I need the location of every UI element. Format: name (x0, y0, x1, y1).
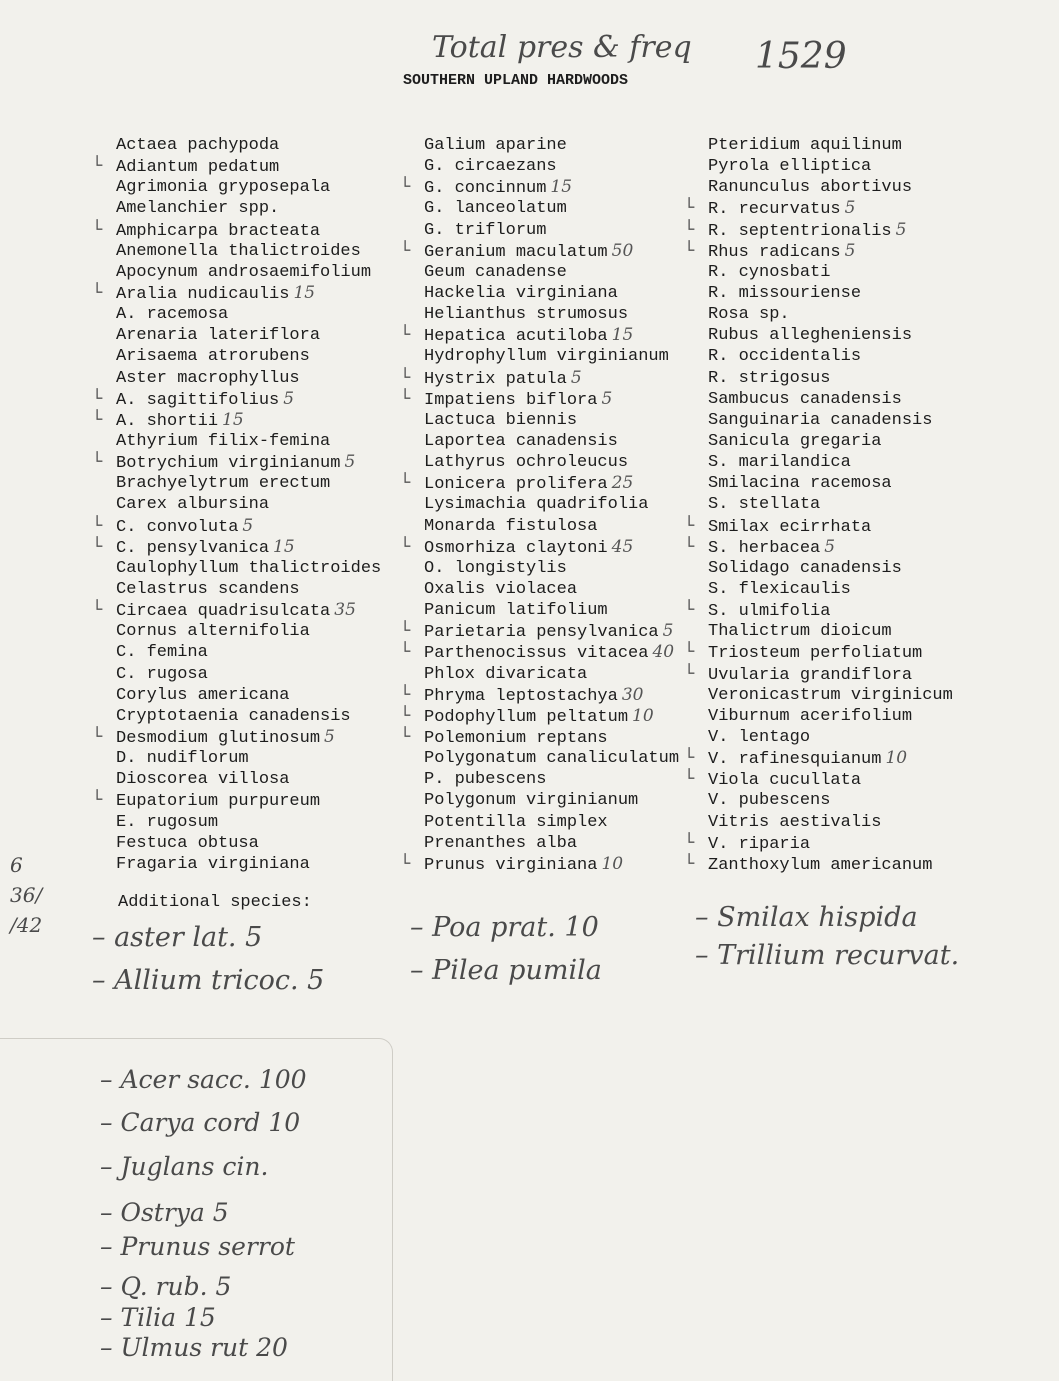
species-row (400, 135, 679, 156)
frequency-note: 5 (844, 198, 856, 219)
species-row (400, 706, 679, 727)
frequency-note: 50 (611, 240, 634, 261)
species-name: Zanthoxylum americanum (708, 855, 933, 875)
check-mark-icon: └ (92, 409, 103, 430)
tree-list-entry: – Ulmus rut 20 (100, 1333, 288, 1362)
frequency-note: 10 (601, 853, 624, 874)
species-row (92, 346, 381, 367)
species-row (684, 558, 953, 579)
species-name: G. triflorum (424, 220, 547, 240)
species-row (92, 600, 381, 621)
species-row (400, 833, 679, 854)
check-mark-icon: └ (400, 705, 411, 726)
species-row (400, 389, 679, 410)
species-name: Sanicula gregaria (708, 431, 882, 451)
species-name: A. shortii (116, 411, 219, 431)
species-row (684, 198, 953, 219)
species-name: Sanguinaria canadensis (708, 410, 933, 430)
additional-species-entry: – Trillium recurvat. (695, 940, 960, 971)
check-mark-icon: └ (92, 536, 103, 557)
species-name: Agrimonia gryposepala (116, 178, 331, 198)
species-row (400, 621, 679, 642)
frequency-note: 15 (611, 325, 634, 346)
species-row (400, 177, 679, 198)
species-row (400, 748, 679, 769)
species-name: Geum canadense (424, 262, 567, 282)
species-name: Adiantum pedatum (116, 158, 280, 178)
species-row (92, 198, 381, 219)
species-name: Celastrus scandens (116, 579, 300, 599)
species-name: S. stellata (708, 495, 821, 515)
check-mark-icon: └ (92, 600, 103, 621)
species-name: Sambucus canadensis (708, 389, 902, 409)
species-row (684, 135, 953, 156)
species-name: Ranunculus abortivus (708, 178, 913, 198)
frequency-note: 5 (824, 536, 836, 557)
species-row (400, 473, 679, 494)
species-row (92, 177, 381, 198)
check-mark-icon: └ (400, 621, 411, 642)
species-row (684, 304, 953, 325)
species-row (92, 516, 381, 537)
species-row (400, 854, 679, 875)
species-name: Amphicarpa bracteata (116, 221, 321, 241)
species-name: Monarda fistulosa (424, 516, 598, 536)
check-mark-icon: └ (684, 515, 695, 536)
species-name: Lonicera prolifera (424, 475, 608, 495)
check-mark-icon: └ (92, 156, 103, 177)
frequency-note: 5 (844, 240, 856, 261)
species-row (92, 325, 381, 346)
species-row (400, 494, 679, 515)
species-row (92, 389, 381, 410)
species-name: R. strigosus (708, 368, 831, 388)
species-row (684, 727, 953, 748)
additional-species-entry: – Allium tricoc. 5 (92, 965, 325, 996)
species-name: Lathyrus ochroleucus (424, 453, 629, 473)
species-name: Parthenocissus vitacea (424, 644, 649, 664)
species-name: R. missouriense (708, 283, 862, 303)
species-name: R. cynosbati (708, 262, 831, 282)
check-mark-icon: └ (684, 853, 695, 874)
frequency-note: 15 (550, 177, 573, 198)
species-row (92, 812, 381, 833)
species-row (684, 494, 953, 515)
species-row (92, 854, 381, 875)
additional-species-label: Additional species: (118, 893, 312, 912)
species-name: Caulophyllum thalictroides (116, 558, 382, 578)
check-mark-icon: └ (400, 642, 411, 663)
species-name: R. occidentalis (708, 347, 862, 367)
species-row (684, 346, 953, 367)
species-name: Circaea quadrisulcata (116, 602, 331, 622)
check-mark-icon: └ (92, 726, 103, 747)
species-name: Apocynum androsaemifolium (116, 262, 372, 282)
species-row (684, 642, 953, 663)
species-name: Hackelia virginiana (424, 283, 618, 303)
handwritten-heading: Total pres & freq (432, 30, 692, 65)
species-row (92, 473, 381, 494)
species-name: A. racemosa (116, 305, 229, 325)
species-name: Smilacina racemosa (708, 474, 892, 494)
species-row (400, 241, 679, 262)
species-row (684, 241, 953, 262)
species-row (92, 135, 381, 156)
species-row (92, 706, 381, 727)
check-mark-icon: └ (400, 536, 411, 557)
species-name: Amelanchier spp. (116, 199, 280, 219)
check-mark-icon: └ (684, 748, 695, 769)
species-column-3 (684, 135, 953, 875)
species-row (684, 452, 953, 473)
check-mark-icon: └ (400, 684, 411, 705)
species-name: Panicum latifolium (424, 601, 608, 621)
species-row (92, 537, 381, 558)
species-row (684, 600, 953, 621)
species-row (92, 727, 381, 748)
species-row (400, 325, 679, 346)
species-name: Polygonum virginianum (424, 791, 639, 811)
species-name: A. sagittifolius (116, 390, 280, 410)
species-row (92, 241, 381, 262)
species-name: C. pensylvanica (116, 538, 270, 558)
additional-species-entry: – Smilax hispida (695, 902, 918, 933)
species-name: R. septentrionalis (708, 221, 892, 241)
check-mark-icon: └ (684, 600, 695, 621)
species-row (684, 833, 953, 854)
species-row (684, 325, 953, 346)
species-row (92, 452, 381, 473)
species-row (92, 558, 381, 579)
frequency-note: 15 (293, 282, 316, 303)
species-row (400, 579, 679, 600)
species-name: Impatiens biflora (424, 390, 598, 410)
species-name: Veronicastrum virginicum (708, 685, 953, 705)
species-row (400, 304, 679, 325)
species-row (684, 769, 953, 790)
species-row (684, 516, 953, 537)
species-row (684, 685, 953, 706)
species-name: Polemonium reptans (424, 728, 608, 748)
species-name: C. convoluta (116, 517, 239, 537)
frequency-note: 5 (283, 388, 295, 409)
species-name: Carex albursina (116, 495, 270, 515)
species-row (92, 790, 381, 811)
check-mark-icon: └ (92, 452, 103, 473)
species-name: Actaea pachypoda (116, 136, 280, 155)
species-name: V. pubescens (708, 791, 831, 811)
species-name: Aster macrophyllus (116, 368, 300, 388)
check-mark-icon: └ (400, 853, 411, 874)
species-row (92, 769, 381, 790)
species-name: Rubus allegheniensis (708, 326, 913, 346)
species-row (400, 558, 679, 579)
tree-list-entry: – Prunus serrot (100, 1232, 295, 1261)
species-row (684, 283, 953, 304)
species-name: Fragaria virginiana (116, 854, 310, 874)
species-name: Smilax ecirrhata (708, 517, 872, 537)
tree-list-entry: – Carya cord 10 (100, 1108, 301, 1137)
species-name: G. concinnum (424, 179, 547, 199)
species-row (400, 283, 679, 304)
species-name: Pyrola elliptica (708, 157, 872, 177)
frequency-note: 35 (334, 600, 356, 621)
species-row (684, 664, 953, 685)
frequency-note: 5 (570, 367, 582, 388)
species-row (684, 790, 953, 811)
check-mark-icon: └ (400, 367, 411, 388)
check-mark-icon: └ (684, 536, 695, 557)
species-name: Thalictrum dioicum (708, 622, 892, 642)
species-name: D. nudiflorum (116, 749, 249, 769)
species-name: Uvularia grandiflora (708, 665, 913, 685)
species-column-1 (92, 135, 381, 875)
species-row (400, 346, 679, 367)
check-mark-icon: └ (684, 642, 695, 663)
check-mark-icon: └ (684, 219, 695, 240)
check-mark-icon: └ (92, 219, 103, 240)
species-name: Prunus virginiana (424, 855, 598, 875)
species-row (684, 537, 953, 558)
check-mark-icon: └ (684, 769, 695, 790)
species-row (684, 368, 953, 389)
species-name: Solidago canadensis (708, 558, 902, 578)
frequency-note: 10 (632, 705, 654, 726)
species-row (684, 220, 953, 241)
species-row (400, 516, 679, 537)
species-name: G. circaezans (424, 157, 557, 177)
species-row (684, 854, 953, 875)
species-name: G. lanceolatum (424, 199, 567, 219)
species-name: C. rugosa (116, 664, 208, 684)
species-row (684, 177, 953, 198)
species-name: S. herbacea (708, 538, 821, 558)
species-name: R. recurvatus (708, 200, 841, 220)
species-row (400, 220, 679, 241)
species-row (92, 621, 381, 642)
species-name: Hydrophyllum virginianum (424, 347, 669, 367)
species-row (92, 156, 381, 177)
species-row (92, 748, 381, 769)
species-name: Athyrium filix-femina (116, 431, 331, 451)
species-row (92, 304, 381, 325)
frequency-note: 40 (652, 642, 675, 663)
tree-list-entry: – Tilia 15 (100, 1303, 216, 1332)
species-row (400, 198, 679, 219)
frequency-note: 5 (662, 621, 674, 642)
species-name: Lysimachia quadrifolia (424, 495, 649, 515)
frequency-note: 25 (611, 473, 634, 494)
species-row (400, 368, 679, 389)
species-name: Podophyllum peltatum (424, 707, 629, 727)
species-name: P. pubescens (424, 770, 547, 790)
species-name: Arenaria lateriflora (116, 326, 321, 346)
species-name: Rhus radicans (708, 242, 841, 262)
species-name: C. femina (116, 643, 208, 663)
check-mark-icon: └ (400, 325, 411, 346)
species-row (400, 727, 679, 748)
species-row (400, 452, 679, 473)
check-mark-icon: └ (684, 198, 695, 219)
species-name: Helianthus strumosus (424, 305, 629, 325)
frequency-note: 5 (895, 219, 907, 240)
species-name: Desmodium glutinosum (116, 728, 321, 748)
species-name: Arisaema atrorubens (116, 347, 310, 367)
species-row (92, 283, 381, 304)
species-row (400, 769, 679, 790)
species-name: Laportea canadensis (424, 431, 618, 451)
species-name: Oxalis violacea (424, 579, 578, 599)
species-row (400, 685, 679, 706)
frequency-note: 5 (324, 726, 335, 747)
species-row (684, 473, 953, 494)
species-name: Eupatorium purpureum (116, 792, 321, 812)
species-row (400, 262, 679, 283)
species-name: V. rafinesquianum (708, 750, 882, 770)
check-mark-icon: └ (92, 515, 103, 536)
species-row (92, 368, 381, 389)
species-name: Aralia nudicaulis (116, 284, 290, 304)
tree-list-entry: – Acer sacc. 100 (100, 1065, 307, 1094)
tree-list-entry: – Q. rub. 5 (100, 1272, 232, 1301)
species-name: Phryma leptostachya (424, 686, 618, 706)
check-mark-icon: └ (400, 473, 411, 494)
species-name: Geranium maculatum (424, 242, 608, 262)
check-mark-icon: └ (92, 388, 103, 409)
species-row (400, 537, 679, 558)
species-name: O. longistylis (424, 558, 567, 578)
species-name: Rosa sp. (708, 305, 790, 325)
species-row (400, 431, 679, 452)
species-name: Phlox divaricata (424, 664, 588, 684)
species-name: Hystrix patula (424, 369, 567, 389)
species-row (400, 410, 679, 431)
frequency-note: 45 (611, 536, 634, 557)
species-name: Parietaria pensylvanica (424, 623, 659, 643)
species-name: Festuca obtusa (116, 833, 259, 853)
species-row (684, 156, 953, 177)
species-name: S. flexicaulis (708, 579, 851, 599)
tree-list-entry: – Juglans cin. (100, 1152, 269, 1181)
species-row (92, 410, 381, 431)
species-name: S. marilandica (708, 453, 851, 473)
species-row (92, 642, 381, 663)
additional-species-entry: – aster lat. 5 (92, 922, 263, 953)
species-row (92, 494, 381, 515)
species-row (684, 812, 953, 833)
check-mark-icon: └ (684, 832, 695, 853)
species-name: Lactuca biennis (424, 410, 578, 430)
species-row (92, 664, 381, 685)
species-name: Dioscorea villosa (116, 770, 290, 790)
species-row (400, 600, 679, 621)
species-name: Viburnum acerifolium (708, 706, 913, 726)
check-mark-icon: └ (400, 177, 411, 198)
species-name: Potentilla simplex (424, 812, 608, 832)
species-row (684, 262, 953, 283)
species-row (684, 579, 953, 600)
species-name: Prenanthes alba (424, 833, 578, 853)
frequency-note: 5 (601, 388, 613, 409)
species-name: Osmorhiza claytoni (424, 538, 608, 558)
species-row (400, 790, 679, 811)
margin-tally: 6 36/ /42 (10, 853, 43, 937)
species-name: Botrychium virginianum (116, 454, 341, 474)
additional-species-entry: – Poa prat. 10 (410, 912, 599, 943)
species-name: Corylus americana (116, 685, 290, 705)
species-name: V. riparia (708, 834, 811, 854)
check-mark-icon: └ (684, 663, 695, 684)
species-row (92, 833, 381, 854)
check-mark-icon: └ (400, 240, 411, 261)
species-row (684, 431, 953, 452)
species-row (684, 389, 953, 410)
species-name: Pteridium aquilinum (708, 136, 902, 155)
page-title: SOUTHERN UPLAND HARDWOODS (403, 72, 629, 89)
species-row (684, 410, 953, 431)
frequency-note: 5 (344, 452, 356, 473)
frequency-note: 15 (273, 536, 295, 557)
species-name: Vitris aestivalis (708, 812, 882, 832)
species-row (400, 812, 679, 833)
species-name: Galium aparine (424, 136, 567, 155)
frequency-note: 15 (222, 409, 244, 430)
species-row (92, 579, 381, 600)
frequency-note: 30 (621, 684, 644, 705)
species-column-2 (400, 135, 679, 875)
check-mark-icon: └ (92, 790, 103, 811)
species-name: Cryptotaenia canadensis (116, 706, 351, 726)
species-row (400, 664, 679, 685)
species-name: Polygonatum canaliculatum (424, 749, 680, 769)
species-row (92, 220, 381, 241)
species-row (92, 685, 381, 706)
check-mark-icon: └ (400, 388, 411, 409)
species-name: Cornus alternifolia (116, 622, 310, 642)
species-name: Brachyelytrum erectum (116, 474, 331, 494)
frequency-note: 5 (242, 515, 254, 536)
species-name: S. ulmifolia (708, 602, 831, 622)
handwritten-number: 1529 (755, 36, 847, 77)
species-row (400, 156, 679, 177)
check-mark-icon: └ (92, 282, 103, 303)
species-name: Hepatica acutiloba (424, 327, 608, 347)
species-row (684, 621, 953, 642)
frequency-note: 10 (885, 748, 908, 769)
species-name: Viola cucullata (708, 771, 862, 791)
species-row (400, 642, 679, 663)
tree-list-entry: – Ostrya 5 (100, 1198, 229, 1227)
species-name: V. lentago (708, 727, 811, 747)
species-row (684, 748, 953, 769)
species-row (684, 706, 953, 727)
species-name: Anemonella thalictroides (116, 241, 361, 261)
species-name: E. rugosum (116, 812, 219, 832)
additional-species-entry: – Pilea pumila (410, 955, 602, 986)
check-mark-icon: └ (400, 726, 411, 747)
species-row (92, 262, 381, 283)
check-mark-icon: └ (684, 240, 695, 261)
species-name: Triosteum perfoliatum (708, 644, 923, 664)
species-row (92, 431, 381, 452)
